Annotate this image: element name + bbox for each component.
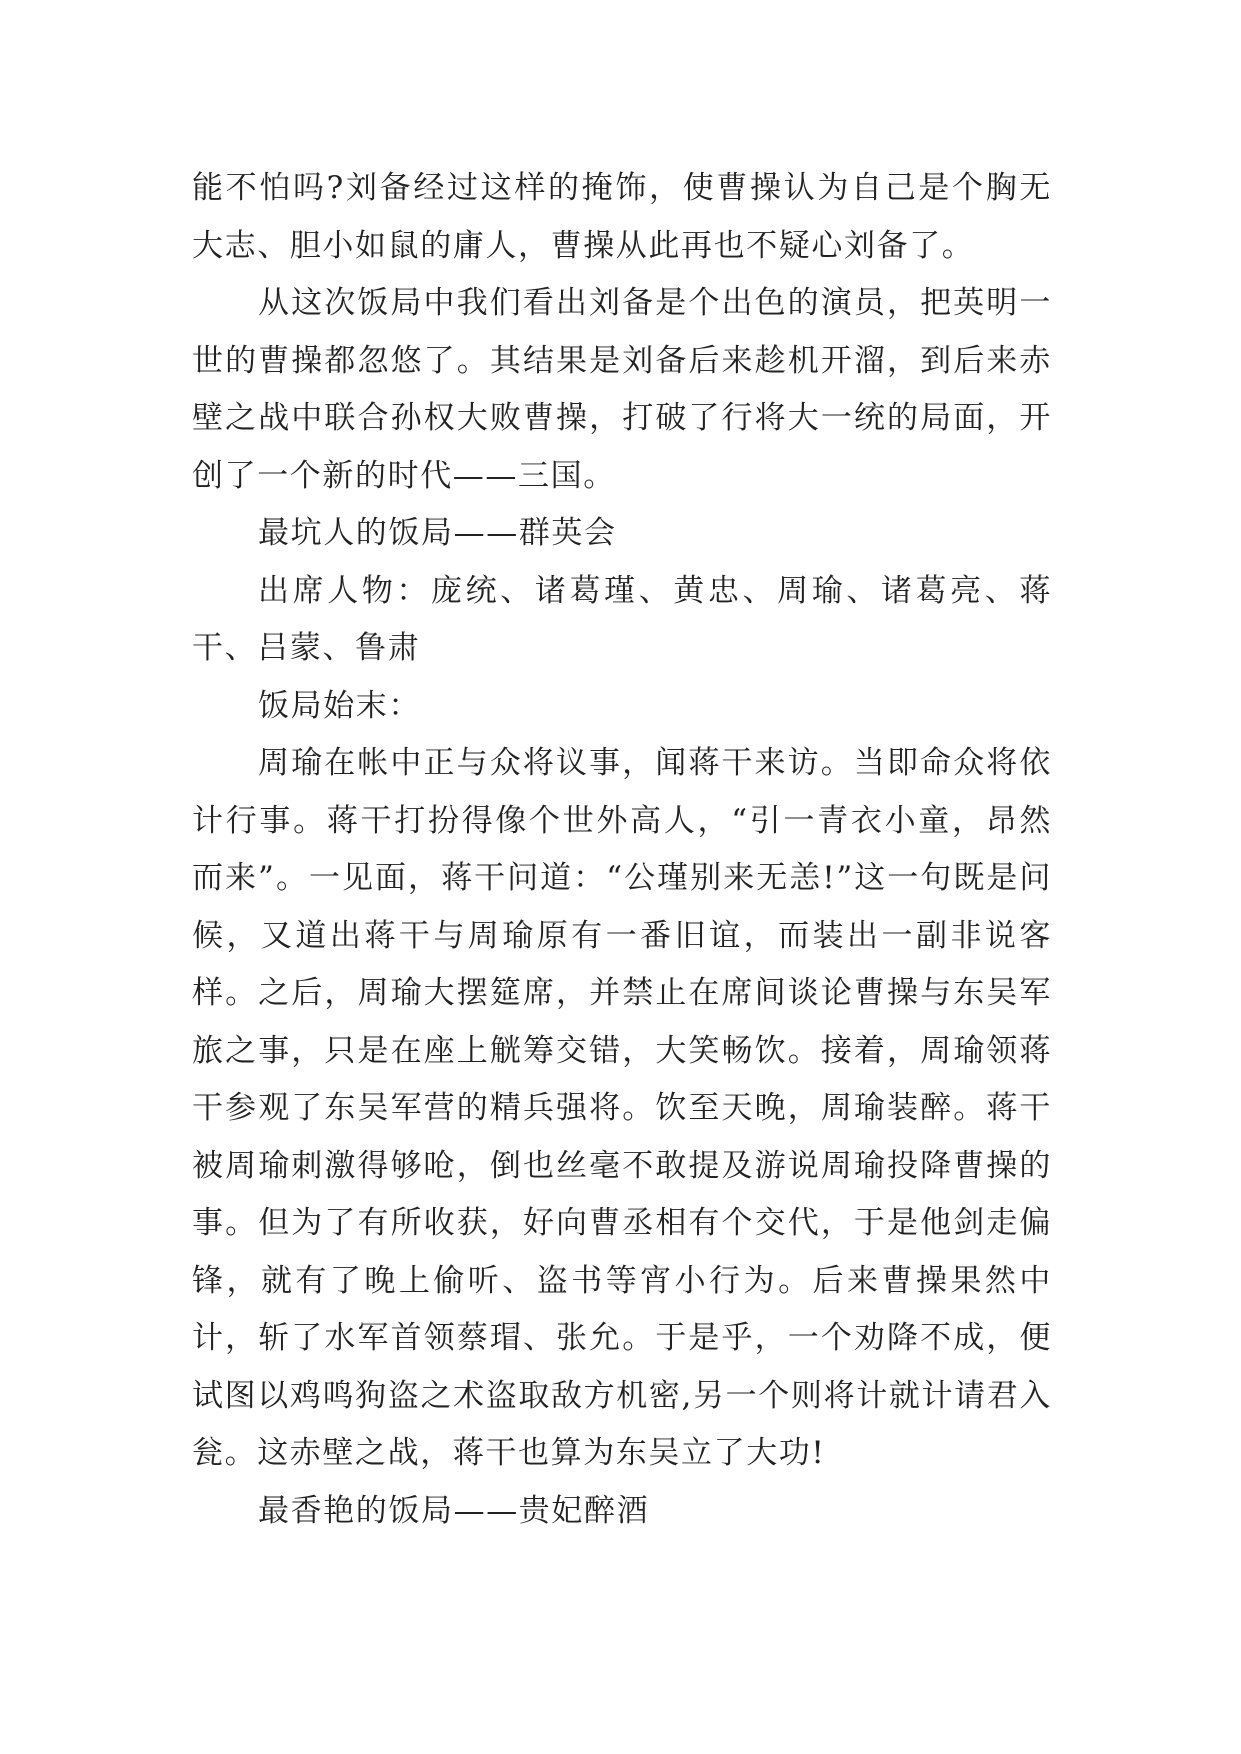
paragraph-story-label: 饭局始末：	[258, 687, 421, 724]
section-heading-qunyinghui: 最坑人的饭局——群英会	[258, 515, 617, 551]
document-body	[192, 160, 1052, 1540]
paragraph-attendees: 出席人物：庞统、诸葛瑾、黄忠、周瑜、诸葛亮、蒋干、吕蒙、鲁肃	[192, 572, 1052, 666]
paragraph-continuation: 能不怕吗?刘备经过这样的掩饰，使曹操认为自己是个胸无大志、胆小如鼠的庸人，曹操从此再也不疑心刘备了。	[192, 170, 1052, 264]
paragraph-summary: 从这次饭局中我们看出刘备是个出色的演员，把英明一世的曹操都忽悠了。其结果是刘备后来趁机开溜，到后来赤壁之战中联合孙权大败曹操，打破了行将大一统的局面，开创了一个新的时代——三国。	[192, 285, 1052, 494]
paragraph-story: 周瑜在帐中正与众将议事，闻蒋干来访。当即命众将依计行事。蒋干打扮得像个世外高人，“引一青衣小童，昂然而来”。一见面，蒋干问道：“公瑾别来无恙!”这一句既是问候，又道出蒋干与周瑜原有一番旧谊，而装出一副非说客样。之后，周瑜大摆筵席，并禁止在席间谈论曹操与东吴军旅之事，只是在座上觥筹交错，大笑畅饮。接着，周瑜领蒋干参观了东吴军营的精兵强将。饮至天晚，周瑜装醉。蒋干被周瑜刺激得够呛，倒也丝毫不敢提及游说周瑜投降曹操的事。但为了有所收获，好向曹丞相有个交代，于是他剑走偏锋，就有了晚上偷听、盗书等宵小行为。后来曹操果然中计，斩了水军首领蔡瑁、张允。于是乎，一个劝降不成，便试图以鸡鸣狗盗之术盗取敌方机密,另一个则将计就计请君入瓮。这赤壁之战，蒋干也算为东吴立了大功!	[192, 745, 1052, 1471]
section-heading-guifei: 最香艳的饭局——贵妃醉酒	[258, 1492, 650, 1529]
